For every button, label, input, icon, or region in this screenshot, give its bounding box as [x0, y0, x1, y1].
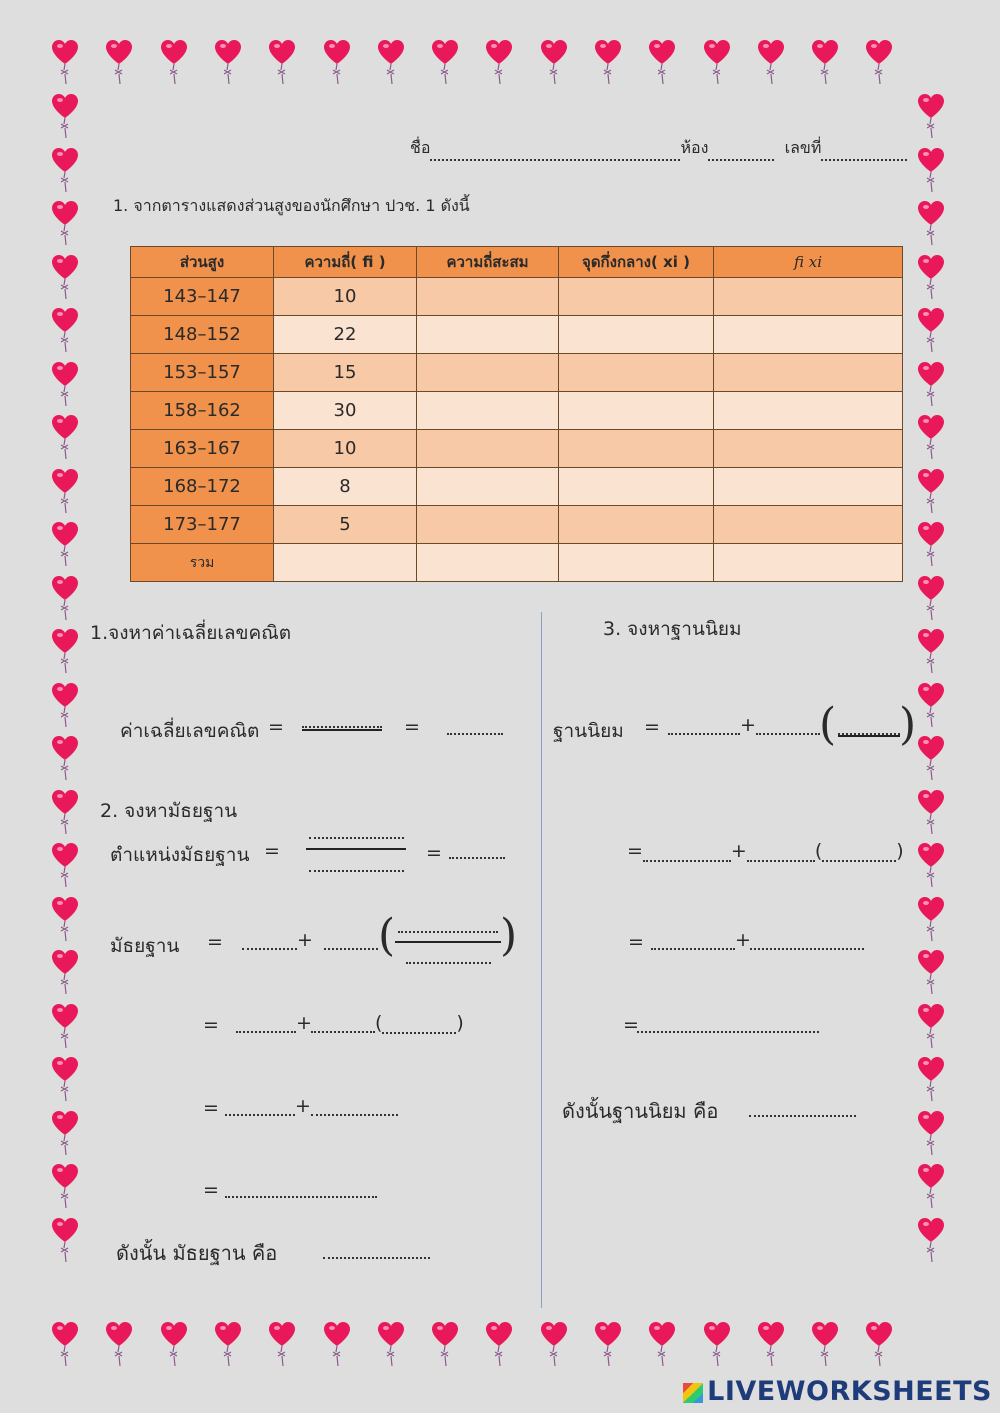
heart-icon — [52, 1218, 78, 1264]
mode-paren-open: ( — [819, 699, 837, 750]
name-input[interactable] — [430, 141, 680, 161]
median-paren-open: ( — [378, 910, 396, 961]
heart-icon — [918, 1111, 944, 1157]
heart-icon — [918, 790, 944, 836]
heart-icon — [52, 201, 78, 247]
heart-icon — [918, 1057, 944, 1103]
median-position-answer-input[interactable] — [449, 857, 505, 859]
heart-icon — [918, 1218, 944, 1264]
mode-conclusion-label: ดังนั้นฐานนิยม คือ — [562, 1099, 719, 1123]
cell-frequency: 5 — [274, 506, 417, 544]
median-step2-c-input[interactable] — [382, 1016, 456, 1034]
median-step3-b-input[interactable] — [311, 1114, 398, 1116]
median-step2-paren: ( ) — [375, 1012, 464, 1034]
cell-cumulative-input[interactable] — [417, 316, 559, 354]
median-position-numerator-input[interactable] — [309, 837, 404, 839]
heart-icon — [52, 1057, 78, 1103]
table-total-row — [131, 544, 903, 582]
heart-icon — [918, 255, 944, 301]
cell-frequency: 8 — [274, 468, 417, 506]
heart-icon — [52, 790, 78, 836]
mean-eq-2: = — [404, 716, 420, 738]
heart-icon — [918, 1004, 944, 1050]
mean-answer-input[interactable] — [447, 733, 503, 735]
cell-fixi-input[interactable] — [714, 316, 903, 354]
heart-icon — [918, 415, 944, 461]
median-step2-a-input[interactable] — [236, 1031, 296, 1033]
heart-icon — [541, 1322, 567, 1368]
heart-icon — [918, 362, 944, 408]
heart-icon — [918, 950, 944, 996]
number-input[interactable] — [821, 141, 907, 161]
cell-frequency: 15 — [274, 354, 417, 392]
heart-icon — [52, 1322, 78, 1368]
table-row — [131, 316, 903, 354]
heart-icon — [704, 40, 730, 86]
mean-fraction-bar — [302, 729, 382, 731]
heart-icon — [161, 40, 187, 86]
mode-frac-input[interactable] — [838, 733, 900, 735]
heart-icon — [106, 40, 132, 86]
median-plus-1: + — [297, 929, 313, 951]
mode-eq-3: = — [628, 931, 644, 953]
heart-icon — [758, 1322, 784, 1368]
heart-icon — [918, 201, 944, 247]
heart-icon — [52, 897, 78, 943]
cell-fixi-input[interactable] — [714, 278, 903, 316]
heart-icon — [649, 1322, 675, 1368]
table-row — [131, 354, 903, 392]
heart-icon — [595, 40, 621, 86]
table-row — [131, 506, 903, 544]
mode-frac-bar — [838, 735, 900, 737]
heart-icon — [106, 1322, 132, 1368]
heart-icon — [866, 40, 892, 86]
median-conclusion-input[interactable] — [323, 1257, 430, 1259]
mode-l-input[interactable] — [668, 733, 740, 735]
heart-icon — [52, 94, 78, 140]
table-row — [131, 468, 903, 506]
heart-icon — [704, 1322, 730, 1368]
heart-icon — [918, 629, 944, 675]
mode-eq-1: = — [644, 716, 660, 738]
heart-icon — [52, 683, 78, 729]
mode-plus-1: + — [740, 714, 756, 736]
cell-midpoint-input[interactable] — [559, 354, 714, 392]
mean-eq-1: = — [268, 716, 284, 738]
number-label: เลขที่ — [784, 138, 822, 157]
heart-icon — [918, 148, 944, 194]
median-position-bar — [306, 848, 406, 850]
heart-icon — [378, 1322, 404, 1368]
cell-range: 143–147 — [131, 278, 274, 316]
mode-paren-close: ) — [899, 699, 917, 750]
heart-icon — [918, 576, 944, 622]
cell-frequency: 10 — [274, 278, 417, 316]
instruction-text: 1. จากตารางแสดงส่วนสูงของนักศึกษา ปวช. 1 ดังนี้ — [113, 196, 470, 215]
median-eq-4: = — [203, 1179, 219, 1201]
cell-range: 168–172 — [131, 468, 274, 506]
heart-icon — [866, 1322, 892, 1368]
median-frac-num-input[interactable] — [398, 931, 498, 933]
mean-title: 1.จงหาค่าเฉลี่ยเลขคณิต — [90, 622, 292, 644]
frequency-table — [130, 246, 903, 582]
logo-text: LIVEWORKSHEETS — [707, 1376, 992, 1407]
heart-icon — [649, 40, 675, 86]
heart-icon — [52, 40, 78, 86]
heart-icon — [918, 843, 944, 889]
cell-midpoint-input[interactable] — [559, 316, 714, 354]
heart-icon — [324, 40, 350, 86]
median-plus-3: + — [295, 1095, 311, 1117]
cell-cumulative-input[interactable] — [417, 468, 559, 506]
heart-icon — [215, 1322, 241, 1368]
mean-label: ค่าเฉลี่ยเลขคณิต — [120, 720, 260, 742]
heart-icon — [52, 1164, 78, 1210]
cell-midpoint-input[interactable] — [559, 278, 714, 316]
heart-icon — [52, 308, 78, 354]
heart-icon — [52, 843, 78, 889]
mode-i-input[interactable] — [756, 733, 820, 735]
cell-midpoint-input[interactable] — [559, 468, 714, 506]
cell-frequency: 22 — [274, 316, 417, 354]
logo-icon — [683, 1383, 703, 1403]
median-frac-den-input[interactable] — [406, 962, 491, 964]
mode-title: 3. จงหาฐานนิยม — [603, 618, 742, 640]
heart-icon — [161, 1322, 187, 1368]
heart-icon — [918, 736, 944, 782]
mode-eq-4: = — [623, 1014, 639, 1036]
median-conclusion-label: ดังนั้น มัธยฐาน คือ — [116, 1241, 278, 1265]
heart-icon — [812, 40, 838, 86]
mode-plus-3: + — [735, 929, 751, 951]
median-l-input[interactable] — [242, 948, 297, 950]
table-row — [131, 392, 903, 430]
median-i-input[interactable] — [324, 948, 378, 950]
heart-icon — [486, 1322, 512, 1368]
median-step4-input[interactable] — [225, 1196, 377, 1198]
median-eq-1: = — [207, 931, 223, 953]
heart-icon — [432, 40, 458, 86]
table-row — [131, 278, 903, 316]
median-position-eq-2: = — [426, 842, 442, 864]
cell-fixi-input[interactable] — [714, 430, 903, 468]
cell-fixi-input[interactable] — [714, 468, 903, 506]
mode-step3-b-input[interactable] — [750, 948, 864, 950]
mode-label: ฐานนิยม — [553, 720, 624, 742]
median-frac-bar — [395, 941, 501, 943]
cell-total-label: รวม — [131, 544, 274, 582]
header-fixi: fi xi — [714, 247, 903, 278]
heart-icon — [52, 255, 78, 301]
cell-midpoint-input[interactable] — [559, 506, 714, 544]
heart-icon — [52, 629, 78, 675]
heart-icon — [215, 40, 241, 86]
mode-step3-a-input[interactable] — [651, 948, 735, 950]
room-input[interactable] — [708, 141, 774, 161]
cell-midpoint-input[interactable] — [559, 430, 714, 468]
heart-icon — [918, 897, 944, 943]
cell-fixi-input[interactable] — [714, 506, 903, 544]
median-position-eq: = — [264, 840, 280, 862]
cell-range: 158–162 — [131, 392, 274, 430]
heart-icon — [432, 1322, 458, 1368]
heart-icon — [541, 40, 567, 86]
mode-eq-2-sign: = — [627, 840, 643, 862]
heart-icon — [52, 576, 78, 622]
heart-icon — [52, 362, 78, 408]
heart-icon — [52, 1111, 78, 1157]
median-eq-2: = — [203, 1014, 219, 1036]
heart-icon — [52, 522, 78, 568]
cell-frequency: 30 — [274, 392, 417, 430]
cell-cumulative-input[interactable] — [417, 354, 559, 392]
heart-icon — [52, 1004, 78, 1050]
column-divider — [541, 612, 542, 1308]
mode-step4-input[interactable] — [637, 1031, 819, 1033]
mode-step2-c-input[interactable] — [822, 844, 896, 862]
cell-range: 153–157 — [131, 354, 274, 392]
name-line — [410, 136, 907, 161]
header-cumulative: ความถี่สะสม — [417, 247, 559, 278]
heart-icon — [52, 469, 78, 515]
median-eq-3: = — [203, 1097, 219, 1119]
heart-icon — [812, 1322, 838, 1368]
median-label: มัธยฐาน — [110, 935, 180, 957]
mode-eq-2: = + ( ) — [627, 840, 904, 862]
heart-icon — [595, 1322, 621, 1368]
mode-plus-2: + — [730, 840, 747, 862]
liveworksheets-logo — [683, 1376, 992, 1407]
heart-icon — [758, 40, 784, 86]
median-step3-a-input[interactable] — [225, 1114, 295, 1116]
heart-icon — [52, 415, 78, 461]
cell-fixi-input[interactable] — [714, 392, 903, 430]
median-title: 2. จงหามัธยฐาน — [100, 800, 238, 822]
cell-frequency: 10 — [274, 430, 417, 468]
cell-cumulative-input[interactable] — [417, 430, 559, 468]
header-frequency: ความถี่( fi ) — [274, 247, 417, 278]
header-height: ส่วนสูง — [131, 247, 274, 278]
heart-icon — [918, 1164, 944, 1210]
cell-cumulative-input[interactable] — [417, 392, 559, 430]
table-body — [131, 278, 903, 582]
median-position-denominator-input[interactable] — [309, 870, 404, 872]
heart-icon — [918, 522, 944, 568]
median-plus-2: + — [296, 1012, 312, 1034]
header-midpoint: จุดกึ่งกลาง( xi ) — [559, 247, 714, 278]
cell-range: 148–152 — [131, 316, 274, 354]
name-label: ชื่อ — [410, 138, 431, 157]
heart-icon — [269, 1322, 295, 1368]
heart-icon — [918, 308, 944, 354]
heart-icon — [324, 1322, 350, 1368]
cell-total-cumulative-input[interactable] — [417, 544, 559, 582]
table-row — [131, 430, 903, 468]
cell-cumulative-input[interactable] — [417, 278, 559, 316]
heart-icon — [918, 94, 944, 140]
median-position-label: ตำแหน่งมัธยฐาน — [110, 844, 250, 866]
heart-icon — [918, 683, 944, 729]
heart-icon — [486, 40, 512, 86]
heart-icon — [378, 40, 404, 86]
heart-icon — [52, 950, 78, 996]
cell-total-freq-input[interactable] — [274, 544, 417, 582]
mean-fraction-input[interactable] — [302, 726, 382, 728]
cell-total-midpoint-input[interactable] — [559, 544, 714, 582]
cell-total-fixi-input[interactable] — [714, 544, 903, 582]
mode-step2-b-input[interactable] — [747, 844, 815, 862]
room-label: ห้อง — [680, 138, 709, 157]
median-step2-b-input[interactable] — [311, 1031, 375, 1033]
heart-icon — [52, 736, 78, 782]
median-paren-close: ) — [500, 910, 518, 961]
heart-icon — [918, 469, 944, 515]
heart-icon — [269, 40, 295, 86]
cell-range: 173–177 — [131, 506, 274, 544]
cell-midpoint-input[interactable] — [559, 392, 714, 430]
heart-icon — [52, 148, 78, 194]
mode-conclusion-input[interactable] — [749, 1115, 856, 1117]
cell-range: 163–167 — [131, 430, 274, 468]
cell-cumulative-input[interactable] — [417, 506, 559, 544]
cell-fixi-input[interactable] — [714, 354, 903, 392]
mode-step2-a-input[interactable] — [643, 844, 731, 862]
